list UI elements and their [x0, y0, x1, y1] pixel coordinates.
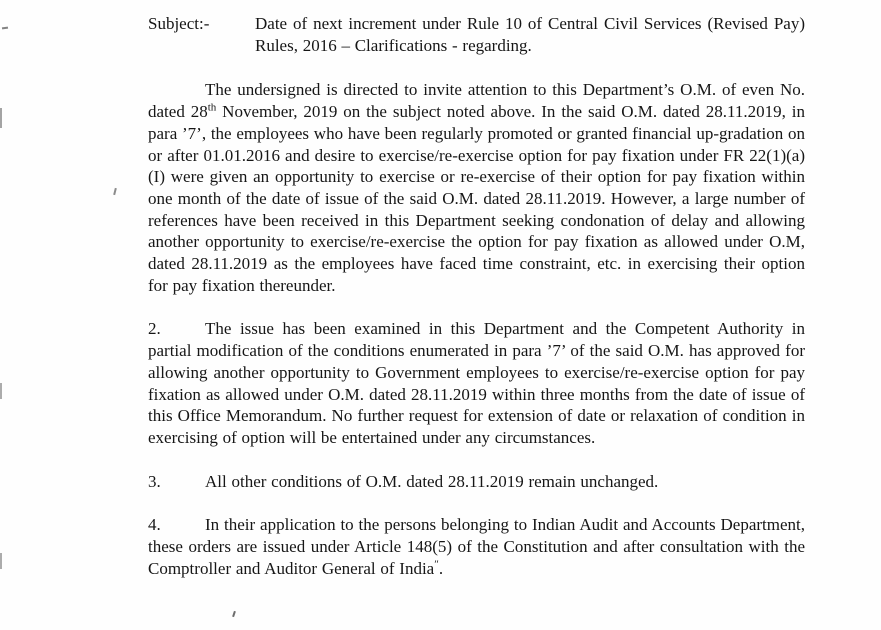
scan-artifact-edge-mark [0, 108, 2, 128]
subject-text: Date of next increment under Rule 10 of Central Civil Services (Revised Pay) Rules, 2016 – Clarifications - regarding. [255, 14, 805, 55]
subject-label: Subject:- [148, 14, 210, 33]
paragraph-2-text: The issue has been examined in this Department and the Competent Authority in partial modification of the conditions enumerated in para ’7’ of the said O.M. has approved for allowing another opportunity to Government employees to exercise/re-exercise option for pay fixation as allowed under O.M. dated 28.11.2019 within three months from the date of issue of this Office Memorandum. No further request for extension of date or relaxation of condition in exercising of option will be entertained under any circumstances. [148, 319, 805, 447]
paragraph-2 [148, 318, 805, 448]
paragraph-4-number: 4. [148, 515, 161, 535]
paragraph-4-text: In their application to the persons belonging to Indian Audit and Accounts Department, these orders are issued under Article 148(5) of the Constitution and after consultation with the Comptroller and Auditor General of India [148, 515, 805, 578]
paragraph-1-text-prefix: The undersigned is directed to invite attention to this Department’s O.M. of even No. dated 28 [148, 80, 805, 122]
paragraph-1 [148, 79, 805, 296]
footnote-mark: ″ [434, 558, 439, 571]
scan-artifact-edge-mark [0, 553, 2, 569]
paragraph-4-period: . [438, 558, 444, 578]
scan-artifact-edge-mark [0, 383, 2, 399]
paragraph-1-text-rest: November, 2019 on the subject noted above. In the said O.M. dated 28.11.2019, in para ’7’, the employees who have been regularly promoted or granted financial up-gradation on or after 01.01.2016 and desire to exercise/re-exercise option for pay fixation under FR 22(1)(a)(I) were given an opportunity to exercise or re-exercise of their option for pay fixation within one month of the date of issue of the said O.M. dated 28.11.2019. However, a large number of references have been received in this Department seeking condonation of delay and allowing another opportunity to exercise/re-exercise the option for pay fixation as allowed under O.M, dated 28.11.2019 as the employees have faced time constraint, etc. in exercising their option for pay fixation thereunder. [148, 102, 805, 295]
paragraph-2-number: 2. [148, 319, 161, 339]
paragraph-3-number: 3. [148, 471, 161, 491]
ordinal-superscript: th [207, 101, 217, 114]
paragraph-3 [148, 471, 805, 493]
subject-line [148, 13, 805, 56]
paragraph-4 [148, 514, 805, 579]
paragraph-3-text: All other conditions of O.M. dated 28.11.2019 remain unchanged. [205, 471, 659, 491]
